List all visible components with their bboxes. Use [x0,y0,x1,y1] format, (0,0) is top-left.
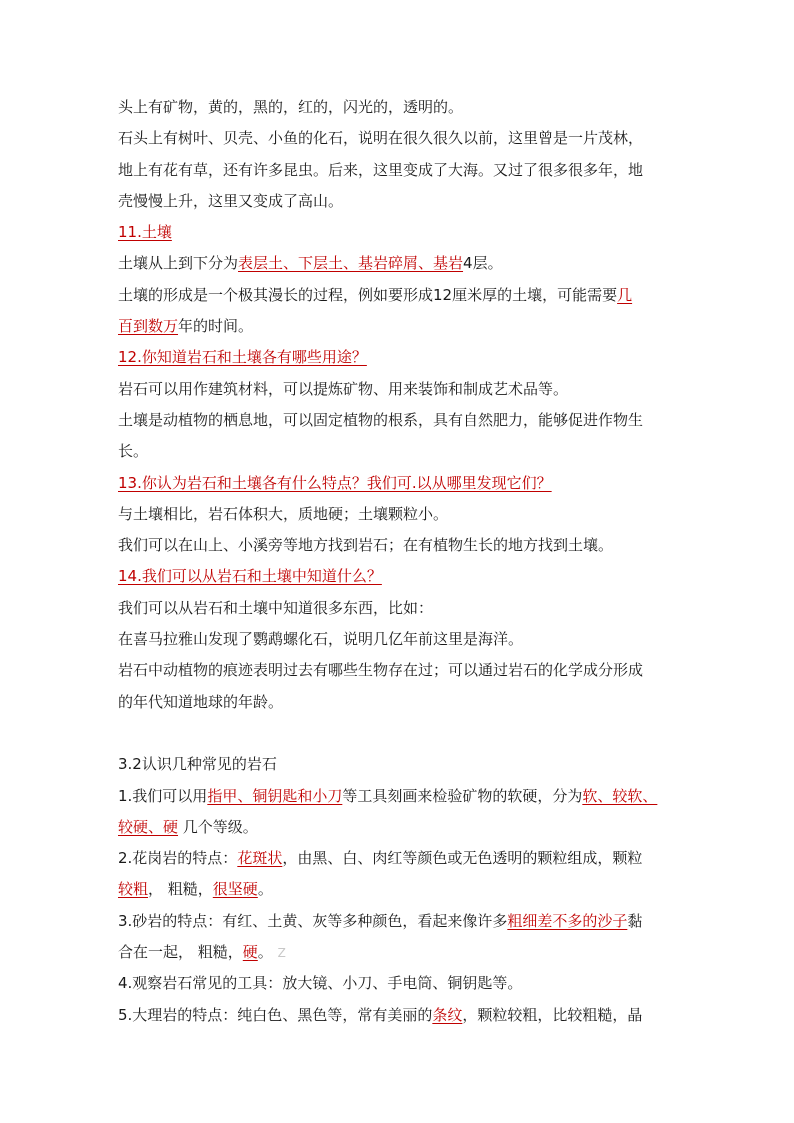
highlighted-answer: 很坚硬 [212,880,258,899]
list-item: 较粗， 粗糙，很坚硬。 [118,880,273,899]
list-item: 合在一起， 粗糙，硬。 Z [118,943,286,962]
paragraph: 我们可以在山上、小溪旁等地方找到岩石；在有植物生长的地方找到土壤。 [118,536,614,555]
list-item: 1.我们可以用指甲、铜钥匙和小刀等工具刻画来检验矿物的软硬，分为软、较软、 [118,786,658,805]
section-heading-13: 13.你认为岩石和土壤各有什么特点？我们可.以从哪里发现它们？ [118,473,552,492]
highlighted-answer: 表层土、下层土、基岩碎屑、基岩 [238,254,464,273]
paragraph: 与土壤相比，岩石体积大，质地硬；土壤颗粒小。 [118,504,449,523]
paragraph: 岩石可以用作建筑材料，可以提炼矿物、用来装饰和制成艺术品等。 [118,379,569,398]
highlighted-answer: 条纹 [432,1005,463,1024]
faint-mark: Z [277,946,286,961]
list-item: 4.观察岩石常见的工具：放大镜、小刀、手电筒、铜钥匙等。 [118,974,523,993]
document-body [118,92,678,1031]
paragraph: 壳慢慢上升，这里又变成了高山。 [118,191,344,210]
highlighted-answer: 指甲、铜钥匙和小刀 [207,786,343,805]
blank-line [118,718,678,749]
list-item: 较硬、硬 几个等级。 [118,817,258,836]
paragraph: 在喜马拉雅山发现了鹦鹉螺化石，说明几亿年前这里是海洋。 [118,630,524,649]
highlighted-answer: 较硬、硬 [118,817,179,836]
section-heading-11: 11.土壤 [118,223,172,242]
highlighted-answer: 花斑状 [237,849,283,868]
highlighted-answer: 粗细差不多的沙子 [507,911,628,930]
section-title-3-2: 3.2认识几种常见的岩石 [118,755,277,774]
section-heading-14: 14.我们可以从岩石和土壤中知道什么？ [118,567,382,586]
section-heading-12: 12.你知道岩石和土壤各有哪些用途？ [118,348,367,367]
highlighted-answer: 较粗 [118,880,149,899]
highlighted-answer: 硬 [242,943,258,962]
paragraph: 土壤是动植物的栖息地，可以固定植物的根系，具有自然肥力，能够促进作物生 [118,410,644,429]
highlighted-answer: 软、较软、 [582,786,658,805]
paragraph: 岩石中动植物的痕迹表明过去有哪些生物存在过；可以通过岩石的化学成分形成 [118,661,644,680]
list-item: 3.砂岩的特点：有红、土黄、灰等多种颜色，看起来像许多粗细差不多的沙子黏 [118,911,643,930]
paragraph: 土壤的形成是一个极其漫长的过程，例如要形成12厘米厚的土壤，可能需要几 [118,285,633,304]
highlighted-answer: 几 [617,285,633,304]
paragraph: 头上有矿物，黄的，黑的，红的，闪光的，透明的。 [118,98,464,116]
paragraph: 我们可以从岩石和土壤中知道很多东西，比如： [118,598,434,617]
paragraph: 的年代知道地球的年龄。 [118,692,284,711]
paragraph: 石头上有树叶、贝壳、小鱼的化石，说明在很久很久以前，这里曾是一片茂林， [118,129,644,148]
paragraph: 百到数万年的时间。 [118,317,254,336]
list-item: 2.花岗岩的特点：花斑状，由黑、白、肉红等颜色或无色透明的颗粒组成，颗粒 [118,849,643,868]
list-item: 5.大理岩的特点：纯白色、黑色等，常有美丽的条纹，颗粒较粗，比较粗糙，晶 [118,1005,643,1024]
highlighted-answer: 百到数万 [118,317,179,336]
paragraph: 地上有花有草，还有许多昆虫。后来，这里变成了大海。又过了很多很多年，地 [118,160,644,179]
paragraph: 土壤从上到下分为表层土、下层土、基岩碎屑、基岩4层。 [118,254,503,273]
paragraph: 长。 [118,442,149,461]
